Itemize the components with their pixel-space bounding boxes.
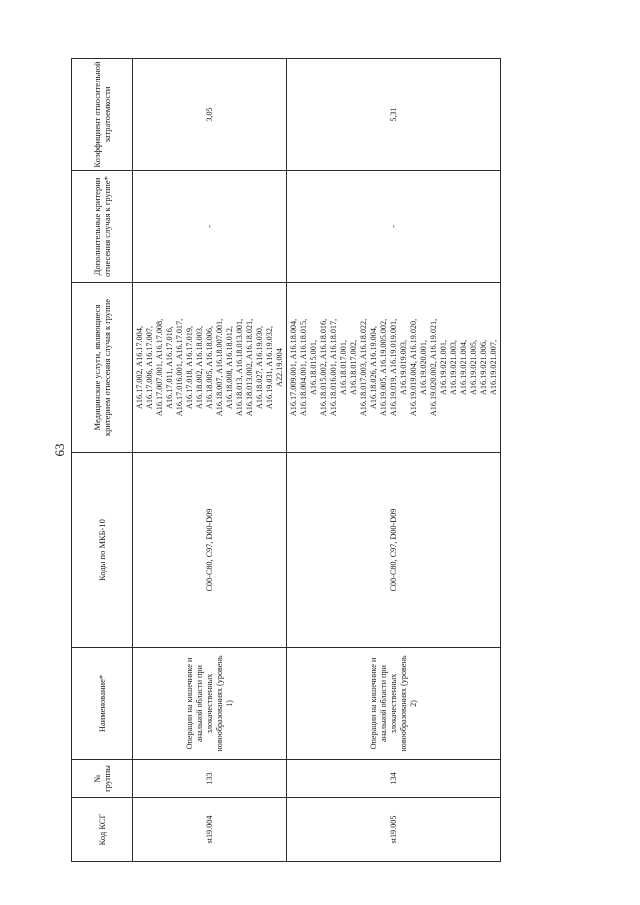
cell-name: Операции на кишечнике и анальной области при злокачественных новообразованиях (уровень 2): [287, 648, 501, 760]
service-code-line: A16.18.017.002,: [349, 339, 358, 396]
header-group-number: № группы: [72, 760, 133, 798]
service-code-line: A16.18.016.001, A16.18.017,: [329, 318, 338, 417]
service-code-line: A16.17.009.001, A16.18.004,: [289, 318, 298, 417]
header-extra-criteria: Дополнительные критерии отнесения случая к группе*: [72, 171, 133, 283]
rotated-table-container: [71, 59, 498, 862]
header-ksg-code: Код КСГ: [72, 798, 133, 862]
ksg-table: [71, 58, 501, 862]
service-code-line: A16.17.002, A16.17.004,: [135, 326, 144, 410]
service-code-line: A16.17.007.001, A16.17.008,: [155, 318, 164, 417]
cell-extra-criteria: -: [133, 171, 287, 283]
cell-extra-criteria: -: [287, 171, 501, 283]
cell-mkb-codes: C00-C80, C97, D00-D09: [133, 453, 287, 648]
service-code-line: A16.18.013, A16.18.013.001,: [235, 318, 244, 417]
service-code-line: A16.17.006, A16.17.007,: [145, 326, 154, 410]
table-row: [133, 59, 287, 862]
service-code-line: A16.18.027, A16.19.030,: [255, 326, 264, 410]
table-rotation-frame: [71, 59, 498, 862]
header-row: [72, 59, 133, 862]
cell-name: Операции на кишечнике и анальной области при злокачественных новообразованиях (уровень 1): [133, 648, 287, 760]
service-code-line: A16.18.005, A16.18.006,: [205, 326, 214, 410]
cell-ksg-code: st19.004: [133, 798, 287, 862]
service-code-line: A16.19.019.004, A16.19.020,: [409, 318, 418, 417]
header-name: Наименование*: [72, 648, 133, 760]
service-code-line: A16.19.021.003,: [449, 339, 458, 396]
cell-medical-services: [287, 283, 501, 453]
service-code-line: A16.19.021.006,: [479, 339, 488, 396]
service-code-line: A16.19.019, A16.19.019.001,: [389, 318, 398, 417]
cell-group-number: 133: [133, 760, 287, 798]
service-code-line: A16.19.019.003,: [399, 339, 408, 396]
cell-group-number: 134: [287, 760, 501, 798]
service-code-line: A22.19.004: [275, 348, 284, 387]
header-mkb-codes: Коды по МКБ-10: [72, 453, 133, 648]
service-code-line: A16.19.021.004,: [459, 339, 468, 396]
service-code-line: A16.19.021.005,: [469, 339, 478, 396]
service-code-line: A16.18.008, A16.18.012,: [225, 326, 234, 410]
service-code-line: A16.19.005, A16.19.005.002,: [379, 318, 388, 417]
service-code-line: A16.19.020.001,: [419, 339, 428, 396]
page-number: 63: [52, 443, 67, 457]
service-code-line: A16.18.017.001,: [339, 339, 348, 396]
service-code-line: A16.18.013.002, A16.18.021,: [245, 318, 254, 417]
service-code-line: A16.19.031, A16.19.032,: [265, 326, 274, 410]
header-medical-services: Медицинские услуги, являющиеся критерием отнесения случая к группе: [72, 283, 133, 453]
table-row: [287, 59, 501, 862]
service-code-line: A16.19.021.001,: [439, 339, 448, 396]
service-code-line: A16.19.021.007,: [489, 339, 498, 396]
cell-mkb-codes: C00-C80, C97, D00-D09: [287, 453, 501, 648]
service-code-line: A16.18.007, A16.18.007.001,: [215, 318, 224, 417]
service-code-line: A16.18.017.003, A16.18.022,: [359, 318, 368, 417]
service-code-line: A16.18.002, A16.18.003,: [195, 326, 204, 410]
cell-medical-services: [133, 283, 287, 453]
service-code-line: A16.18.026, A16.19.004,: [369, 326, 378, 410]
service-code-line: A16.18.015.002, A16.18.016,: [319, 318, 328, 417]
service-code-line: A16.17.016.001, A16.17.017,: [175, 318, 184, 417]
cell-ksg-code: st19.005: [287, 798, 501, 862]
cell-cost-coefficient: 5,31: [287, 59, 501, 171]
service-code-line: A16.19.020.002, A16.19.021,: [429, 318, 438, 417]
header-cost-coefficient: Коэффициент относительной затратоемкости: [72, 59, 133, 171]
cell-cost-coefficient: 3,05: [133, 59, 287, 171]
service-code-line: A16.17.018, A16.17.019,: [185, 326, 194, 410]
service-code-line: A16.17.011, A16.17.016,: [165, 326, 174, 409]
service-code-line: A16.18.004.001, A16.18.015,: [299, 318, 308, 417]
service-code-line: A16.18.015.001,: [309, 339, 318, 396]
